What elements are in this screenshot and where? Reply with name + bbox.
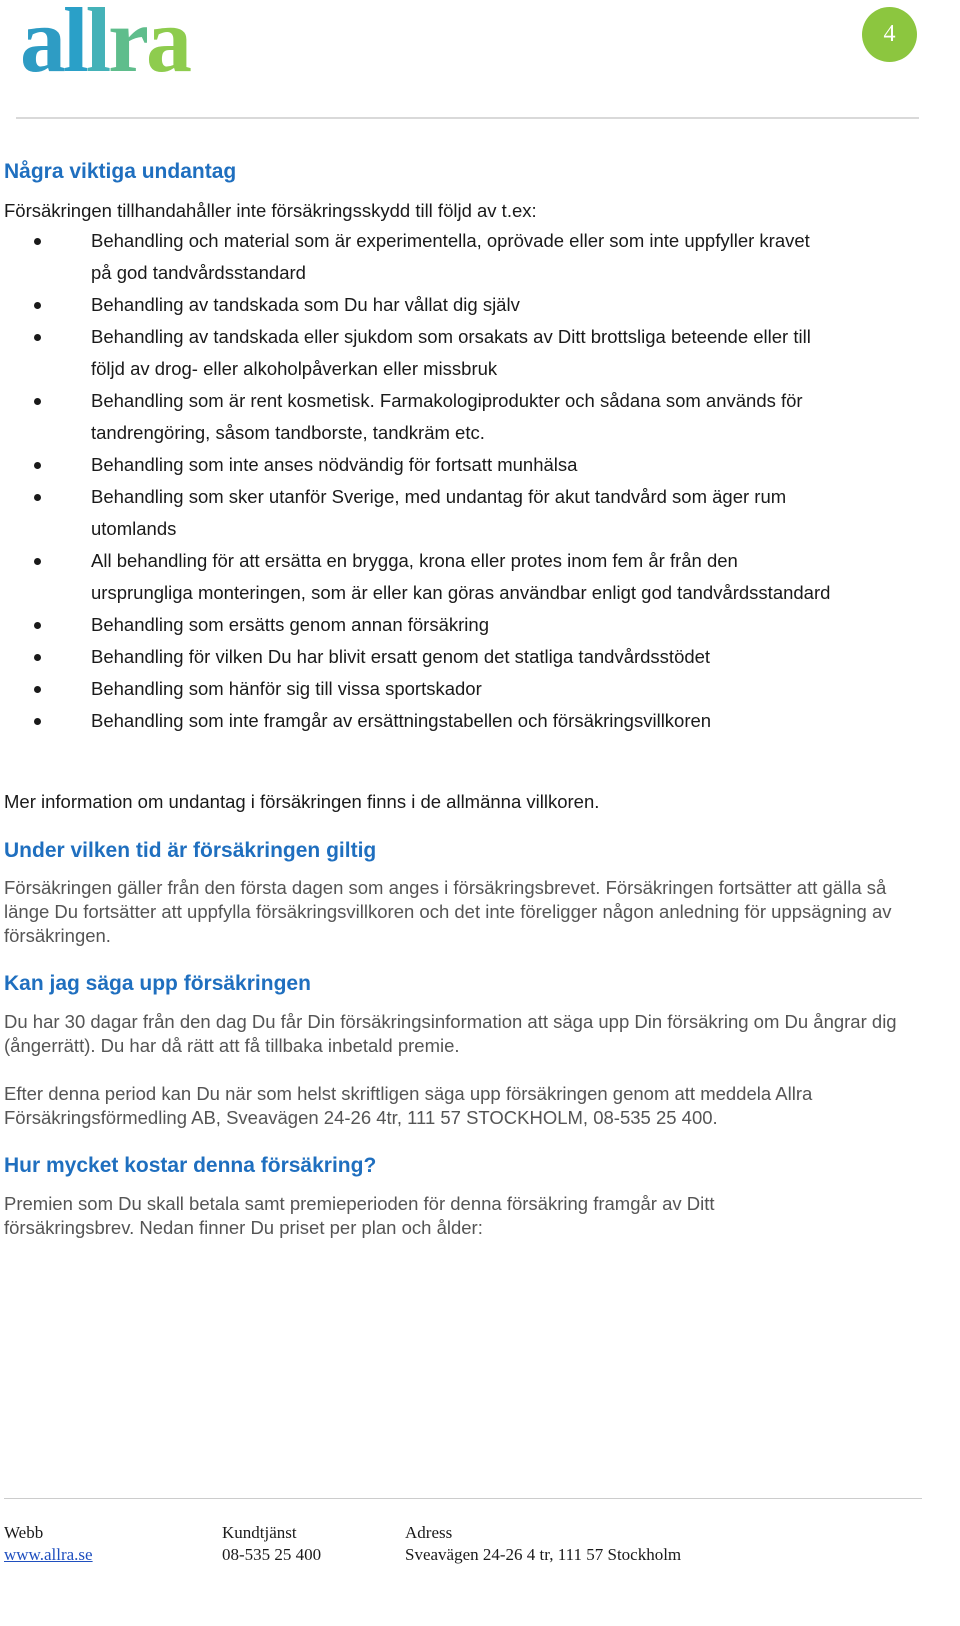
bullet-icon (34, 398, 41, 405)
footer-web-link[interactable]: www.allra.se (4, 1545, 93, 1564)
bullet-icon (34, 718, 41, 725)
footer-divider (4, 1498, 922, 1499)
footer-web-label: Webb (4, 1523, 44, 1542)
cancel-text-2: Efter denna period kan Du när som helst skriftligen säga upp försäkringen genom att meddela Allra Försäkringsförmedling AB, Sveavägen 24-26 4tr, 111 57 STOCKHOLM, 08-535 25 400. (4, 1083, 813, 1128)
exception-item (4, 321, 834, 385)
exceptions-more-info: Mer information om undantag i försäkringen finns i de allmänna villkoren. (4, 791, 600, 812)
cost-text: Premien som Du skall betala samt premieperioden för denna försäkring framgår av Ditt försäkringsbrev. Nedan finner Du priset per plan och ålder: (4, 1193, 715, 1238)
exception-item (4, 289, 834, 321)
exception-item (4, 641, 834, 673)
bullet-icon (34, 558, 41, 565)
footer-web (4, 1522, 93, 1566)
exception-item (4, 449, 834, 481)
exception-item-text: Behandling som ersätts genom annan försäkring (91, 614, 489, 635)
exception-item-text: Behandling som hänför sig till vissa sportskador (91, 678, 482, 699)
exception-item (4, 385, 834, 449)
footer-address (405, 1522, 681, 1566)
footer-service (222, 1522, 321, 1566)
exception-item-text: Behandling och material som är experimentella, oprövade eller som inte uppfyller kravet på god tandvårdsstandard (91, 230, 810, 283)
validity-text: Försäkringen gäller från den första dagen som anges i försäkringsbrevet. Försäkringen fortsätter att gälla så länge Du fortsätter att uppfylla försäkringsvillkoren och det inte föreligger någon anledning för uppsägning av försäkringen. (4, 877, 892, 946)
bullet-icon (34, 302, 41, 309)
cancel-text-1: Du har 30 dagar från den dag Du får Din försäkringsinformation att säga upp Din försäkring om Du ångrar dig (ångerrätt). Du har då rätt att få tillbaka inbetald premie. (4, 1011, 897, 1056)
bullet-icon (34, 334, 41, 341)
header-divider (16, 117, 919, 119)
exceptions-list (4, 225, 834, 737)
exception-item-text: All behandling för att ersätta en brygga, krona eller protes inom fem år från den ursprungliga monteringen, som är eller kan göras användbar enligt god tandvårdsstandard (91, 550, 831, 603)
exception-item (4, 673, 834, 705)
footer-address-value: Sveavägen 24-26 4 tr, 111 57 Stockholm (405, 1545, 682, 1564)
bullet-icon (34, 654, 41, 661)
exception-item (4, 225, 834, 289)
page-number-badge: 4 (862, 7, 917, 62)
exceptions-heading: Några viktiga undantag (4, 160, 237, 183)
exception-item (4, 545, 834, 609)
exception-item-text: Behandling av tandskada som Du har vållat dig själv (91, 294, 520, 315)
cancel-heading: Kan jag säga upp försäkringen (4, 972, 311, 995)
footer-service-label: Kundtjänst (222, 1523, 297, 1542)
footer-service-value: 08-535 25 400 (222, 1545, 322, 1564)
cost-heading: Hur mycket kostar denna försäkring? (4, 1154, 377, 1177)
exception-item-text: Behandling som sker utanför Sverige, med undantag för akut tandvård som äger rum utomlands (91, 486, 787, 539)
exception-item (4, 481, 834, 545)
exception-item (4, 609, 834, 641)
bullet-icon (34, 494, 41, 501)
validity-heading: Under vilken tid är försäkringen giltig (4, 839, 377, 862)
exception-item-text: Behandling som är rent kosmetisk. Farmakologiprodukter och sådana som används för tandrengöring, såsom tandborste, tandkräm etc. (91, 390, 803, 443)
exceptions-intro: Försäkringen tillhandahåller inte försäkringsskydd till följd av t.ex: (4, 200, 537, 221)
exception-item-text: Behandling som inte anses nödvändig för fortsatt munhälsa (91, 454, 578, 475)
allra-logo: allra (20, 0, 189, 91)
exception-item-text: Behandling för vilken Du har blivit ersatt genom det statliga tandvårdsstödet (91, 646, 711, 667)
bullet-icon (34, 462, 41, 469)
footer-address-label: Adress (405, 1523, 453, 1542)
exception-item-text: Behandling som inte framgår av ersättningstabellen och försäkringsvillkoren (91, 710, 712, 731)
exception-item-text: Behandling av tandskada eller sjukdom som orsakats av Ditt brottsliga beteende eller till följd av drog- eller alkoholpåverkan eller missbruk (91, 326, 811, 379)
exception-item (4, 705, 834, 737)
bullet-icon (34, 622, 41, 629)
bullet-icon (34, 686, 41, 693)
bullet-icon (34, 238, 41, 245)
